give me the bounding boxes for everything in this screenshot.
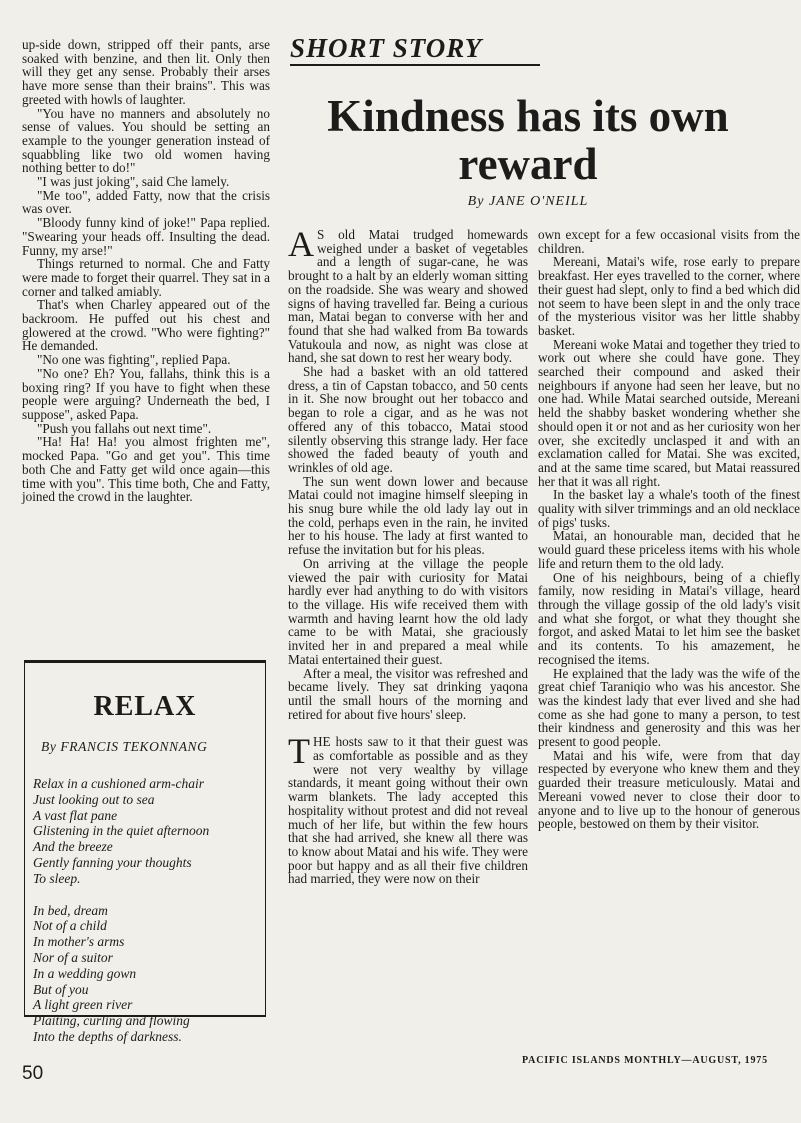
poem-line: A light green river — [33, 997, 133, 1013]
poem-line: Not of a child — [33, 918, 107, 934]
paragraph: He explained that the lady was the wife of the great chief Taraniqio who was his ancestor. She was the kindest lady that ever lived and she had come as she had gone to many a person, to test their kindness and generosity and this was her present to good people. — [538, 665, 800, 750]
poem-box — [24, 660, 266, 1044]
poem-line: Relax in a cushioned arm-chair — [33, 776, 204, 791]
paragraph: "I was just joking", said Che lamely. — [37, 174, 230, 190]
story-byline: By JANE O'NEILL — [467, 194, 589, 209]
section-label: SHORT STORY — [290, 34, 540, 66]
paragraph: "You have no manners and absolutely no sense of values. You should be setting an example to the younger generation instead of squabbling like two old women having nothing better to do!" — [22, 105, 270, 176]
paragraph: "Me too", added Fatty, now that the crisis was over. — [22, 187, 270, 217]
poem-line: Into the depths of darkness. — [33, 1028, 182, 1044]
running-footer: PACIFIC ISLANDS MONTHLY—AUGUST, 1975 — [522, 1055, 768, 1066]
paragraph: up-side down, stripped off their pants, arse soaked with benzine, and then lit. Only then will they get any sense. Probably their arses have more sense than their brains". This was greeted with howls of laughter. — [22, 37, 270, 107]
paragraph — [288, 224, 528, 366]
poem-byline: By FRANCIS TEKONNANG — [41, 739, 208, 754]
paragraph: Things returned to normal. Che and Fatty were made to forget their quarrel. They sat in a corner and talked amiably. — [22, 256, 270, 299]
paragraph: Matai and his wife, were from that day respected by everyone who knew them and they guarded their treasure meticulously. Matai and Mereani vowed never to close their door to anyone and to live up to the honour of generous people, bestowed on them by their visitor. — [538, 747, 800, 832]
paragraph: In the basket lay a whale's tooth of the finest quality with silver trimmings and an old necklace of pigs' tusks. — [538, 487, 800, 530]
poem-line: Gently fanning your thoughts — [33, 854, 192, 870]
poem-line: Plaiting, curling and flowing — [33, 1013, 190, 1029]
paragraph: She had a basket with an old tattered dress, a tin of Capstan tobacco, and 50 cents in it. She now brought out her tobacco and began to role a cigar, and as he was not offered any of this tobacco, Matai stood silently observing this strange lady. Her face showed the faded beauty of youth and wrinkles of old age. — [288, 364, 528, 475]
paragraph: "No one? Eh? You, fallahs, think this is a boxing ring? If you have to fight when these people were arguing? Underneath the bed, I suppose", asked Papa. — [22, 365, 270, 422]
poem-body — [33, 776, 261, 1045]
poem-line: Nor of a suitor — [33, 949, 113, 965]
paragraph: On arriving at the village the people viewed the pair with curiosity for Matai hardly ever had anything to do with visitors to the village. His wife received them with warmth and having learnt how the old lady came to be with Matai, she graciously invited her in and prepared a meal while Matai entertained their guest. — [288, 555, 528, 667]
poem-line: And the breeze — [33, 839, 113, 855]
drop-cap: T — [288, 731, 310, 772]
paragraph: Matai, an honourable man, decided that he would guard these priceless items with his whole life and return them to the old lady. — [538, 528, 800, 571]
poem-line: In a wedding gown — [33, 965, 137, 981]
middle-column-text — [288, 224, 528, 887]
paragraph: Mereani woke Matai and together they tried to work out where she could have gone. They searched their compound and asked their neighbours if anyone had seen her leave, but no one had. While Matai searched outside, Mereani held the shabby basket wondering whether she should open it or not and as her curiosity won her over, she excitedly unclasped it and with an exclamation called for Matai. She was excited, and at the same time scared, but Matai reassured her that it was all right. — [538, 336, 800, 489]
poem-line: Just looking out to sea — [33, 791, 155, 807]
paragraph: One of his neighbours, being of a chiefly family, now residing in Matai's village, heard through the village gossip of the old lady's visit and what she forgot, or what they thought she forgot, and asked Matai to let him see the basket and its contents. To his amazement, he recognised the items. — [538, 569, 800, 667]
paragraph: That's when Charley appeared out of the backroom. He puffed out his chest and glowered at the crowd. "Who were fighting?" He demanded. — [22, 297, 270, 354]
poem-line: In mother's arms — [33, 934, 125, 950]
poem-line: To sleep. — [33, 870, 81, 886]
page-number: 50 — [22, 1063, 44, 1084]
poem-line: In bed, dream — [33, 902, 108, 918]
left-column-text — [22, 38, 270, 504]
poem-title: RELAX — [93, 691, 197, 722]
right-column-text — [538, 228, 800, 831]
paragraph-text: S old Matai trudged homewards weighed under a basket of vegetables and a length of sugar-cane, he was brought to a halt by an elderly woman sitting on the roadside. She was weary and showed signs of having travelled far. Being a curious man, Matai began to converse with her and found that she had walked from Ba towards Vatukoula and now, as night was close at hand, she sat down to rest her weary body. — [288, 227, 528, 366]
drop-cap: A — [288, 224, 314, 264]
paragraph: After a meal, the visitor was refreshed and became lively. They sat drinking yaqona until the small hours of the morning and retired for about five hours' sleep. — [288, 665, 528, 722]
paragraph-text: HE hosts saw to it that their guest was as comfortable as possible and as they were not very wealthy by village standards, it meant going without their own warm blankets. The lady accepted this hospitality without protest and did not reveal much of her life, but within the few hours that she had arrived, she knew all there was to know about Matai and his wife. They were poor but happy and as all their five children had married, they were now on their — [288, 734, 528, 887]
paragraph: "Push you fallahs out next time". — [37, 420, 212, 436]
paragraph: own except for a few occasional visits from the children. — [538, 227, 800, 256]
paragraph: The sun went down lower and because Matai could not imagine himself sleeping in his snug bure while the old lady lay out in the cold, perhaps even in the rain, he invited her to his house. The lady at first wanted to refuse the invitation but for his pleas. — [288, 473, 528, 558]
paragraph — [288, 731, 528, 887]
paragraph: Mereani, Matai's wife, rose early to prepare breakfast. Her eyes travelled to the corner, where their guest had slept, only to find a bed which did not seem to have been slept in and the only trace of the mysterious visitor was her little shabby basket. — [538, 254, 800, 338]
story-title: Kindness has its own reward — [327, 91, 729, 189]
poem-line: But of you — [33, 981, 89, 997]
paragraph: "Bloody funny kind of joke!" Papa replied. "Swearing your heads off. Insulting the dead. Funny, my arse!" — [22, 215, 270, 258]
poem-line: Glistening in the quiet afternoon — [33, 823, 210, 839]
paragraph: "No one was fighting", replied Papa. — [37, 352, 231, 368]
paragraph: "Ha! Ha! Ha! you almost frighten me", mocked Papa. "Go and get you". This time both Che and Fatty get wild once again—this time with you". This time both, Che and Fatty, joined the crowd in the laughter. — [22, 434, 270, 505]
poem-line: A vast flat pane — [33, 807, 118, 823]
stanza-break — [33, 887, 261, 903]
